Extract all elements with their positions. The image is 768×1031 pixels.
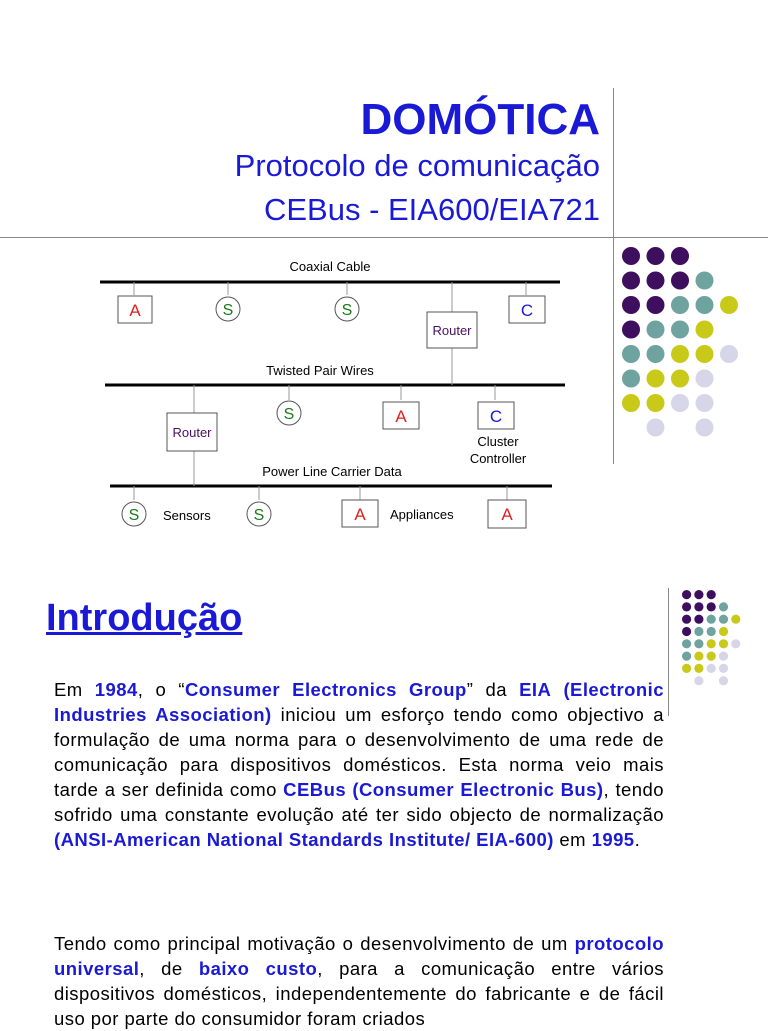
decorative-dot <box>682 639 691 648</box>
paragraph-text: . <box>634 829 641 850</box>
decorative-dot <box>696 345 714 363</box>
decorative-dot <box>707 664 716 673</box>
decorative-dot <box>696 296 714 314</box>
router-node-label: Router <box>432 323 472 338</box>
slide-subtitle-line-2: CEBus - EIA600/EIA721 <box>263 192 600 227</box>
decorative-dot-grid-top <box>620 245 750 440</box>
cluster-label-line-1: Cluster <box>477 434 519 449</box>
decorative-dot <box>731 615 740 624</box>
controller-node-label: C <box>520 301 534 320</box>
decorative-dot <box>719 664 728 673</box>
decorative-dot <box>707 615 716 624</box>
intro-paragraph-1 <box>54 677 664 852</box>
decorative-dot <box>719 639 728 648</box>
title-divider-horizontal <box>0 237 768 238</box>
decorative-dot <box>719 627 728 636</box>
sensor-node <box>216 297 240 321</box>
appliance-node-label: A <box>501 505 513 524</box>
coaxial-cable-label: Coaxial Cable <box>289 259 371 274</box>
decorative-dot <box>696 321 714 339</box>
decorative-dot <box>671 247 689 265</box>
appliance-node <box>488 500 526 528</box>
sensor-node-label: S <box>128 507 140 524</box>
intro-paragraph-2 <box>54 931 664 1031</box>
decorative-dot <box>731 639 740 648</box>
decorative-dot <box>682 627 691 636</box>
decorative-dot <box>682 590 691 599</box>
power-line-label: Power Line Carrier Data <box>262 464 402 479</box>
highlighted-term: 1995 <box>591 829 635 850</box>
paragraph-text: Em <box>54 679 95 700</box>
decorative-dot <box>647 370 665 388</box>
decorative-dot <box>694 602 703 611</box>
decorative-dot <box>707 652 716 661</box>
decorative-dot <box>647 419 665 437</box>
decorative-dot <box>694 590 703 599</box>
appliance-node <box>342 500 378 527</box>
sensor-node <box>277 401 301 425</box>
decorative-dot <box>622 345 640 363</box>
highlighted-term: (Electronic Industries Association) <box>54 679 664 725</box>
sensor-node-label: S <box>341 302 353 319</box>
paragraph-text: iniciou um esforço tendo como objectivo a formulação de uma norma para o desenvolvimento de uma rede de comunicação para dispositivos domésticos. Esta norma veio mais tarde a ser definida como <box>54 704 665 800</box>
highlighted-term: Consumer Electronics Group <box>184 679 467 700</box>
paragraph-text: em <box>553 829 592 850</box>
decorative-dot <box>707 590 716 599</box>
slide-subtitle-line-1: Protocolo de comunicação <box>234 148 600 183</box>
decorative-dot <box>694 676 703 685</box>
router-node-label: Router <box>172 425 212 440</box>
decorative-dot <box>707 639 716 648</box>
decorative-dot <box>707 602 716 611</box>
paragraph-text: , de <box>139 958 199 979</box>
sensor-node <box>122 502 146 526</box>
appliance-node-label: A <box>129 301 141 320</box>
appliance-node-label: A <box>354 505 366 524</box>
paragraph-text: , tendo sofrido uma constante evolução até ter sido objecto de normalização <box>54 779 664 825</box>
decorative-dot <box>647 272 665 290</box>
decorative-dot <box>694 639 703 648</box>
cebus-network-diagram <box>90 255 570 535</box>
appliance-node-label: A <box>395 407 407 426</box>
paragraph-text: ” da <box>466 679 520 700</box>
appliances-label: Appliances <box>390 507 454 522</box>
title-divider-vertical <box>613 88 614 464</box>
decorative-dot <box>671 296 689 314</box>
sensors-label: Sensors <box>163 508 211 523</box>
router-node <box>427 312 477 348</box>
decorative-dot <box>671 321 689 339</box>
section-heading-introducao: Introdução <box>46 597 243 639</box>
appliance-node <box>383 402 419 429</box>
decorative-dot <box>671 394 689 412</box>
highlighted-term: EIA <box>519 679 552 700</box>
decorative-dot <box>696 394 714 412</box>
paragraph-text: , o “ <box>137 679 185 700</box>
decorative-dot-grid-small <box>680 588 755 700</box>
paragraph-text: , para a comunicação entre vários dispositivos domésticos, independentemente do fabricante e de fácil uso por parte do consumidor foram criados <box>54 958 665 1029</box>
decorative-dot <box>694 664 703 673</box>
intro-divider-vertical <box>668 588 669 716</box>
sensor-node-label: S <box>222 302 234 319</box>
cluster-label-line-2: Controller <box>469 451 527 466</box>
decorative-dot <box>719 652 728 661</box>
decorative-dot <box>671 370 689 388</box>
decorative-dot <box>694 652 703 661</box>
decorative-dot <box>719 676 728 685</box>
decorative-dot <box>622 321 640 339</box>
decorative-dot <box>622 296 640 314</box>
decorative-dot <box>707 627 716 636</box>
decorative-dot <box>719 615 728 624</box>
sensor-node-label: S <box>283 406 295 423</box>
router-node <box>167 413 217 451</box>
decorative-dot <box>682 602 691 611</box>
highlighted-term: protocolo universal <box>54 933 664 979</box>
decorative-dot <box>696 272 714 290</box>
decorative-dot <box>647 394 665 412</box>
decorative-dot <box>647 296 665 314</box>
paragraph-text: Tendo como principal motivação o desenvolvimento de um <box>54 933 575 954</box>
decorative-dot <box>647 321 665 339</box>
controller-node <box>478 402 514 429</box>
sensor-node <box>247 502 271 526</box>
decorative-dot <box>682 664 691 673</box>
decorative-dot <box>696 419 714 437</box>
decorative-dot <box>671 345 689 363</box>
controller-node <box>509 296 545 323</box>
highlighted-term: CEBus (Consumer Electronic Bus) <box>283 779 604 800</box>
decorative-dot <box>682 615 691 624</box>
decorative-dot <box>671 272 689 290</box>
decorative-dot <box>720 345 738 363</box>
decorative-dot <box>694 627 703 636</box>
decorative-dot <box>719 602 728 611</box>
decorative-dot <box>682 652 691 661</box>
decorative-dot <box>622 272 640 290</box>
decorative-dot <box>622 394 640 412</box>
decorative-dot <box>720 296 738 314</box>
controller-node-label: C <box>489 407 503 426</box>
twisted-pair-label: Twisted Pair Wires <box>266 363 374 378</box>
highlighted-term: 1984 <box>94 679 138 700</box>
decorative-dot <box>696 370 714 388</box>
highlighted-term: (ANSI-American National Standards Institute/ EIA-600) <box>54 829 554 850</box>
appliance-node <box>118 296 152 323</box>
decorative-dot <box>622 247 640 265</box>
decorative-dot <box>622 370 640 388</box>
highlighted-term: baixo custo <box>198 958 318 979</box>
sensor-node <box>335 297 359 321</box>
slide-title: DOMÓTICA <box>360 95 600 144</box>
paragraph-text <box>551 679 563 700</box>
decorative-dot <box>647 345 665 363</box>
decorative-dot <box>647 247 665 265</box>
sensor-node-label: S <box>253 507 265 524</box>
decorative-dot <box>694 615 703 624</box>
